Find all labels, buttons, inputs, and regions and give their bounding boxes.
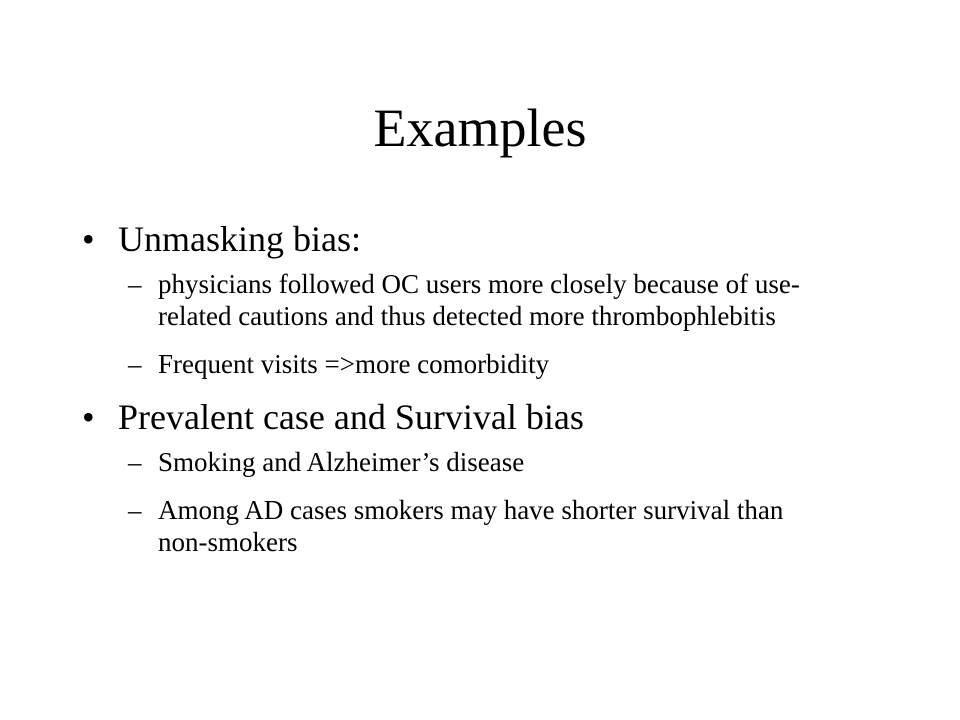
sub-list bbox=[118, 446, 838, 558]
dash-icon: – bbox=[128, 349, 142, 379]
slide-body bbox=[82, 216, 838, 558]
bullet-item-unmasking-bias bbox=[82, 216, 838, 380]
sub-item-text: physicians followed OC users more closely because of use-related cautions and thus detected more thrombophlebitis bbox=[158, 269, 800, 331]
dash-icon: – bbox=[128, 269, 142, 299]
sub-item-text: Smoking and Alzheimer’s disease bbox=[158, 447, 525, 477]
sub-item bbox=[118, 268, 838, 332]
bullet-dot-icon: • bbox=[82, 219, 95, 259]
sub-list bbox=[118, 268, 838, 380]
bullet-label: Unmasking bias: bbox=[118, 219, 361, 259]
dash-icon: – bbox=[128, 495, 142, 525]
bullet-label: Prevalent case and Survival bias bbox=[118, 397, 584, 437]
sub-item bbox=[118, 348, 838, 380]
bullet-dot-icon: • bbox=[82, 397, 95, 437]
dash-icon: – bbox=[128, 447, 142, 477]
sub-item bbox=[118, 446, 838, 478]
bullet-text bbox=[82, 216, 838, 262]
sub-item-text: Among AD cases smokers may have shorter survival than non-smokers bbox=[158, 495, 784, 557]
bullet-item-prevalent-case bbox=[82, 394, 838, 558]
sub-item-text: Frequent visits =>more comorbidity bbox=[158, 349, 550, 379]
sub-item bbox=[118, 494, 838, 558]
slide-title: Examples bbox=[373, 98, 587, 158]
bullet-text bbox=[82, 394, 838, 440]
